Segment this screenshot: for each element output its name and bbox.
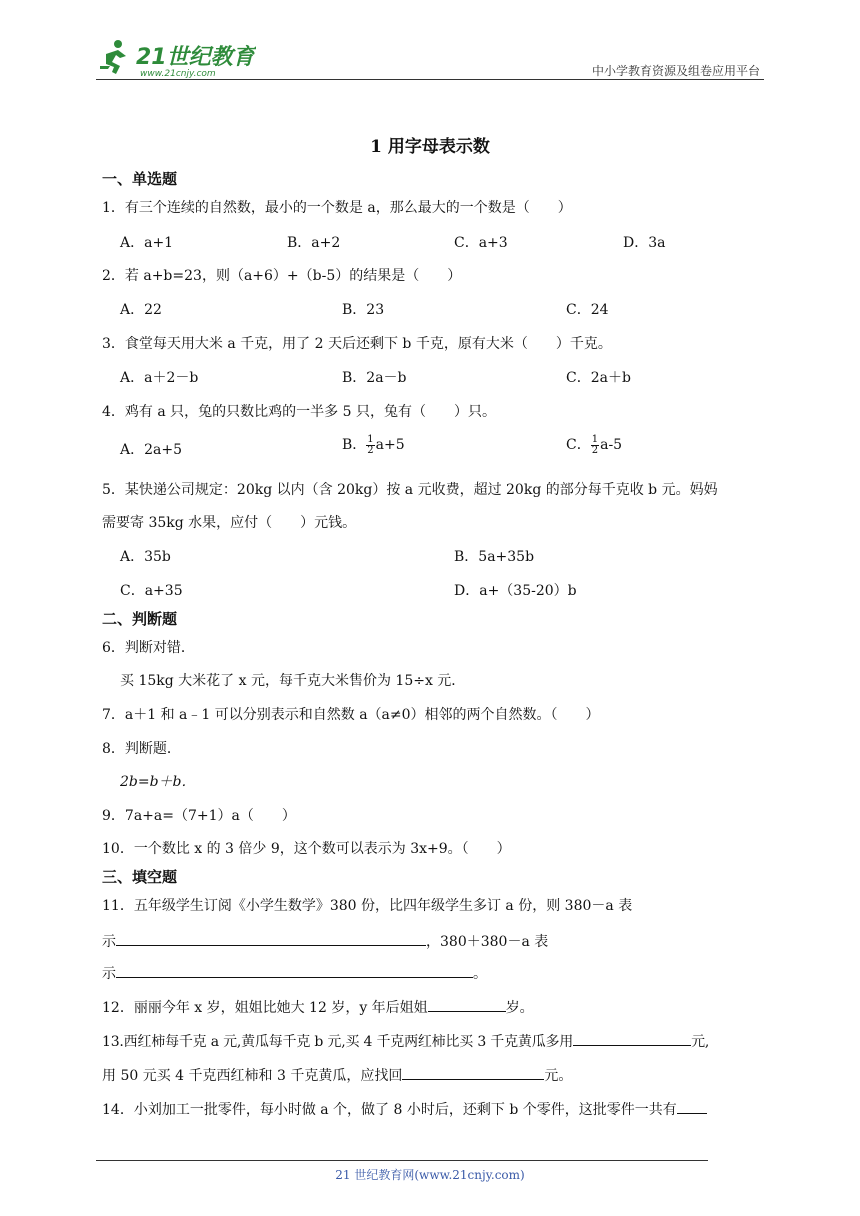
q4-option-b[interactable] — [342, 434, 405, 456]
question-11-line1: 11．五年级学生订阅《小学生数学》380 份，比四年级学生多订 a 份，则 380－a 表 — [102, 898, 633, 914]
question-5-line2: 需要寄 35kg 水果，应付（ ）元钱。 — [102, 515, 357, 531]
logo-url: www.21cnjy.com — [140, 69, 216, 79]
q13-text2: 用 50 元买 4 千克西红柿和 3 千克黄瓜，应找回 — [102, 1068, 403, 1084]
logo-text: 21世纪教育 — [136, 45, 255, 70]
q4-option-c[interactable] — [566, 434, 622, 456]
question-10: 10．一个数比 x 的 3 倍少 9，这个数可以表示为 3x+9。（ ） — [102, 841, 511, 857]
question-12 — [102, 997, 534, 1017]
question-9: 9．7a+a=（7+1）a（ ） — [102, 808, 296, 824]
q1-option-b[interactable]: B．a+2 — [287, 235, 341, 251]
q4-option-b-expr: a+5 — [375, 437, 405, 453]
q11-text-prefix: 示 — [102, 934, 116, 950]
footer-text[interactable]: 21 世纪教育网(www.21cnjy.com) — [335, 1168, 525, 1182]
q14-blank[interactable] — [677, 1099, 707, 1114]
question-8-line1: 8．判断题． — [102, 741, 181, 757]
question-3: 3．食堂每天用大米 a 千克，用了 2 天后还剩下 b 千克，原有大米（ ）千克。 — [102, 336, 612, 352]
q3-option-a[interactable]: A．a＋2－b — [120, 370, 199, 386]
question-11-line3 — [102, 963, 487, 983]
question-13-line2 — [102, 1065, 572, 1085]
q12-blank[interactable] — [428, 997, 506, 1012]
q11-text-prefix2: 示 — [102, 966, 116, 982]
q4-option-c-expr: a-5 — [600, 437, 623, 453]
question-6-line1: 6．判断对错． — [102, 640, 195, 656]
page-title: 1 用字母表示数 — [370, 137, 490, 157]
footer-divider — [96, 1160, 708, 1161]
q5-option-a[interactable]: A．35b — [120, 549, 171, 565]
question-13-line1 — [102, 1031, 709, 1051]
question-14 — [102, 1099, 707, 1119]
q2-option-b[interactable]: B．23 — [342, 302, 385, 318]
fraction-half: $\frac{1}{2}$ — [591, 433, 599, 456]
q13-text: 13.西红柿每千克 a 元,黄瓜每千克 b 元,买 4 千克两红柿比买 3 千克黄瓜多用 — [102, 1034, 574, 1050]
question-4: 4．鸡有 a 只，兔的只数比鸡的一半多 5 只，兔有（ ）只。 — [102, 404, 496, 420]
q5-option-b[interactable]: B．5a+35b — [454, 549, 535, 565]
q2-option-c[interactable]: C．24 — [566, 302, 609, 318]
q13-text-end: 元。 — [544, 1068, 573, 1084]
header-divider — [96, 79, 764, 80]
section-heading-fill-blank: 三、填空题 — [102, 868, 178, 886]
q3-option-c[interactable]: C．2a＋b — [566, 370, 631, 386]
q11-text-end: 。 — [473, 966, 487, 982]
question-7: 7．a＋1 和 a﹣1 可以分别表示和自然数 a（a≠0）相邻的两个自然数。（ ） — [102, 707, 600, 723]
fraction-half: $\frac{1}{2}$ — [367, 433, 374, 456]
question-6-line2: 买 15kg 大米花了 x 元，每千克大米售价为 15÷x 元． — [120, 673, 466, 689]
question-8-line2: 2b=b＋b． — [120, 774, 196, 790]
section-heading-judgment: 二、判断题 — [102, 610, 178, 628]
q13-blank-2[interactable] — [402, 1065, 544, 1080]
question-11-line2 — [102, 931, 548, 951]
q3-option-b[interactable]: B．2a－b — [342, 370, 407, 386]
q4-option-b-label: B． — [342, 437, 367, 453]
question-5-line1: 5．某快递公司规定：20kg 以内（含 20kg）按 a 元收费，超过 20kg 的部分每千克收 b 元。妈妈 — [102, 482, 718, 498]
question-1: 1．有三个连续的自然数，最小的一个数是 a，那么最大的一个数是（ ） — [102, 200, 572, 216]
q2-option-a[interactable]: A．22 — [120, 302, 162, 318]
q11-blank-1[interactable] — [116, 931, 426, 946]
q11-text-mid: ，380＋380－a 表 — [426, 934, 549, 950]
q4-option-c-label: C． — [566, 437, 591, 453]
q12-text: 12．丽丽今年 x 岁，姐姐比她大 12 岁，y 年后姐姐 — [102, 1000, 428, 1016]
q13-blank-1[interactable] — [573, 1031, 691, 1046]
section-heading-single-choice: 一、单选题 — [102, 170, 178, 188]
q1-option-a[interactable]: A．a+1 — [120, 235, 174, 251]
q13-text-mid: 元, — [691, 1034, 710, 1050]
site-logo — [96, 36, 256, 80]
q14-text: 14．小刘加工一批零件，每小时做 a 个，做了 8 小时后，还剩下 b 个零件，这批零件一共有 — [102, 1102, 677, 1118]
q5-option-d[interactable]: D．a+（35-20）b — [454, 583, 577, 599]
q12-text-end: 岁。 — [505, 1000, 534, 1016]
q1-option-d[interactable]: D．3a — [623, 235, 666, 251]
q1-option-c[interactable]: C．a+3 — [454, 235, 508, 251]
q11-blank-2[interactable] — [116, 963, 473, 978]
question-2: 2．若 a+b=23，则（a+6）+（b-5）的结果是（ ） — [102, 268, 462, 284]
q4-option-a[interactable]: A．2a+5 — [120, 442, 183, 458]
q5-option-c[interactable]: C．a+35 — [120, 583, 183, 599]
header-slogan: 中小学教育资源及组卷应用平台 — [591, 64, 760, 78]
